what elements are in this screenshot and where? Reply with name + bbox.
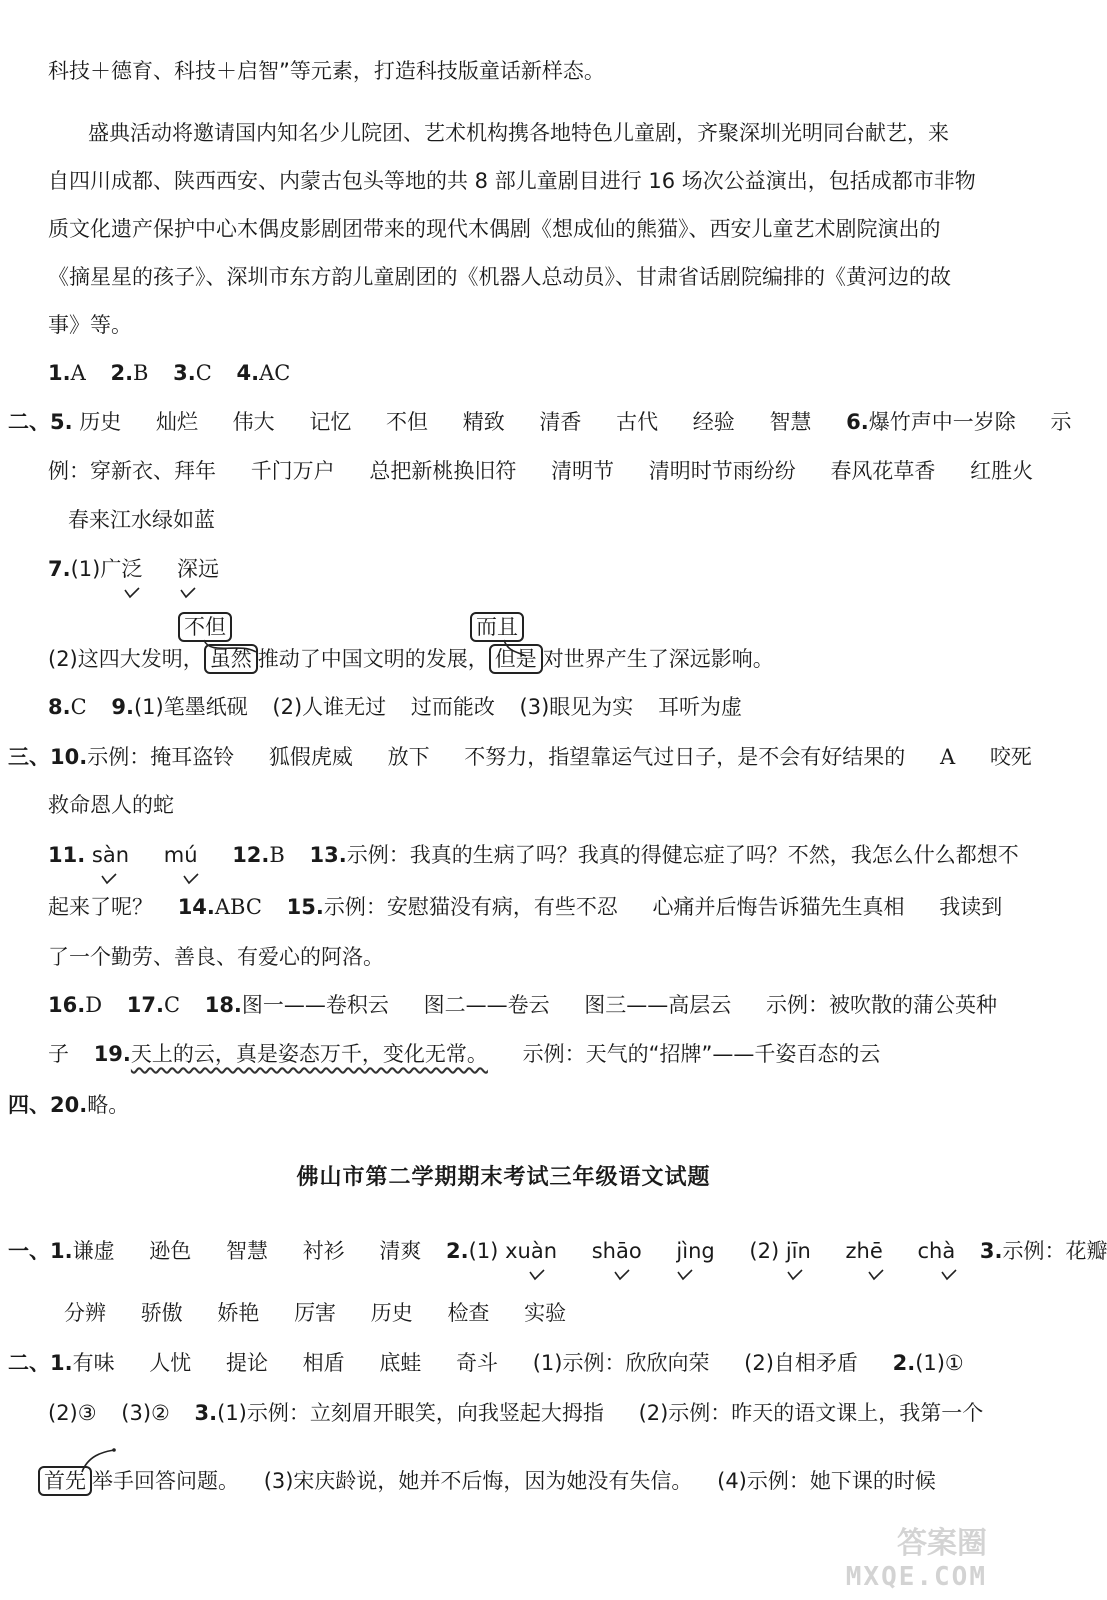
pinyin: m [163, 843, 185, 867]
correction-box: 而且 [470, 612, 524, 642]
answer: 清明时节雨纷纷 [648, 459, 796, 483]
answer-line [48, 456, 1033, 486]
question-number: 5. [50, 410, 73, 434]
answer: A [939, 745, 956, 769]
answer: 厉害 [294, 1301, 337, 1325]
sub-number: (2) [749, 1239, 780, 1263]
answer: B [269, 843, 285, 867]
section-label: 二、 [8, 410, 50, 434]
answer: 例：穿新衣、拜年 [48, 459, 216, 483]
check-mark-icon [941, 1269, 957, 1280]
question-number: 3. [194, 1401, 218, 1425]
tone-mark [531, 1236, 544, 1266]
check-mark-icon [614, 1269, 630, 1280]
question-number: 15. [286, 895, 324, 919]
check-mark-icon [787, 1269, 803, 1280]
pinyin: xu [505, 1239, 531, 1263]
answer: 爆竹声中一岁除 [868, 410, 1016, 434]
answer: A [70, 361, 86, 385]
answer: 灿烂 [155, 410, 198, 434]
check-mark-icon [180, 587, 196, 598]
pinyin: o [628, 1239, 642, 1263]
question-number: 11. [48, 843, 86, 867]
answer-line [38, 1466, 936, 1496]
answer: 有味 [72, 1351, 115, 1375]
watermark-logo [846, 1518, 987, 1592]
answer: (2)③ [48, 1401, 97, 1425]
answer: 不但 [386, 410, 429, 434]
answer: 清香 [539, 410, 582, 434]
answer: 起来了呢？ [48, 895, 153, 919]
answer: B [133, 361, 149, 385]
check-mark-icon [868, 1269, 884, 1280]
pinyin: ú [184, 843, 198, 867]
answer: 经验 [692, 410, 735, 434]
pinyin: s [91, 843, 103, 867]
check-mark-icon [529, 1269, 545, 1280]
answer: 广 [100, 557, 122, 581]
passage-line: 科技＋德育、科技＋启智”等元素，打造科技版童话新样态。 [48, 59, 605, 83]
answer: 逊色 [149, 1239, 192, 1263]
answer: AC [259, 361, 291, 385]
tone-mark [121, 554, 142, 584]
answer: 智慧 [225, 1239, 268, 1263]
question-number: 1. [48, 361, 71, 385]
answer: (2)这四大发明， [48, 647, 204, 671]
answer-line [48, 990, 997, 1020]
sub-number: (1) [468, 1239, 499, 1263]
answer-line [64, 1298, 566, 1328]
answer: C [163, 993, 181, 1017]
answer: (1)笔墨纸砚 [133, 695, 248, 719]
answer: 过而能改 [410, 695, 495, 719]
answer: 示例：被吹散的蒲公英种 [765, 993, 997, 1017]
check-mark-icon [183, 873, 199, 884]
answer-line [48, 892, 1002, 922]
watermark-text: 答案圈 [897, 1526, 987, 1561]
exam-title: 佛山市第二学期期末考试三年级语文试题 [296, 1165, 711, 1190]
question-number: 4. [236, 361, 260, 385]
answer: 图一——卷积云 [241, 993, 389, 1017]
answer: 示例：掩耳盗铃 [87, 745, 235, 769]
answer: 深 [177, 557, 199, 581]
answer: 泛 [121, 557, 143, 581]
pinyin: n [543, 1239, 557, 1263]
answer: 千门万户 [250, 459, 335, 483]
answer: 清明节 [551, 459, 615, 483]
answer: 救命恩人的蛇 [48, 793, 174, 817]
answer: 示例：花瓣 [1002, 1239, 1107, 1263]
answer: (2)自相矛盾 [744, 1351, 858, 1375]
pinyin: ē [869, 1239, 883, 1263]
answer: 不努力，指望靠运气过日子，是不会有好结果的 [464, 745, 906, 769]
passage-line: 自四川成都、陕西西安、内蒙古包头等地的共 8 部儿童剧目进行 16 场次公益演出，包括成都市非物 [48, 169, 976, 193]
answer: 子 [48, 1042, 69, 1066]
answer: 总把新桃换旧符 [369, 459, 517, 483]
question-number: 17. [126, 993, 164, 1017]
boxed-word: 首先 [38, 1466, 92, 1496]
answer: 伟大 [232, 410, 275, 434]
answer: 狐假虎威 [268, 745, 353, 769]
question-number: 8. [48, 695, 71, 719]
correction-box: 不但 [178, 612, 232, 642]
pinyin: ch [917, 1239, 943, 1263]
passage-line: 《摘星星的孩子》、深圳市东方韵儿童剧团的《机器人总动员》、甘肃省话剧院编排的《黄河边的故 [48, 265, 951, 289]
answer: 检查 [447, 1301, 490, 1325]
tone-mark [616, 1236, 629, 1266]
answer: (1)① [915, 1351, 964, 1375]
answer: 衬衫 [302, 1239, 345, 1263]
answer: 底蛙 [379, 1351, 422, 1375]
answer: (1)示例：欣欣向荣 [532, 1351, 710, 1375]
answer: 春来江水绿如蓝 [68, 508, 215, 532]
pinyin: ā [615, 1239, 629, 1263]
answer: (4)示例：她下课的时候 [717, 1469, 936, 1493]
answer: (2)人谁无过 [272, 695, 387, 719]
answer-line [48, 358, 290, 388]
pinyin: ng [688, 1239, 715, 1263]
question-number: 2. [110, 361, 134, 385]
answer: 咬死 [989, 745, 1032, 769]
answer: C [70, 695, 87, 719]
pinyin: à [530, 1239, 544, 1263]
wavy-underlined-sentence: 天上的云，真是姿态万千，变化无常。 [130, 1042, 488, 1066]
check-mark-icon [124, 587, 140, 598]
answer-line [48, 1398, 983, 1428]
tone-mark [184, 840, 197, 870]
tone-mark [682, 1236, 688, 1266]
answer: 历史 [79, 410, 122, 434]
answer-line [8, 1348, 964, 1378]
answer: 放下 [387, 745, 430, 769]
pinyin: à [102, 843, 116, 867]
section-label: 四、 [8, 1093, 50, 1117]
answer-line [8, 1236, 1107, 1266]
answer: C [195, 361, 212, 385]
answer: 春风花草香 [830, 459, 936, 483]
answer: 图二——卷云 [423, 993, 550, 1017]
answer: 我读到 [939, 895, 1003, 919]
answer-line [8, 742, 1032, 772]
question-number: 10. [50, 745, 88, 769]
question-number: 1. [50, 1351, 73, 1375]
question-number: 13. [309, 843, 347, 867]
answer-line [48, 840, 1019, 870]
tone-mark [177, 554, 198, 584]
sub-number: (1) [70, 557, 101, 581]
answer: 历史 [370, 1301, 413, 1325]
answer-line [48, 554, 219, 584]
answer [100, 557, 142, 581]
answer: 示例：我真的生病了吗？我真的得健忘症了吗？不然，我怎么什么都想不 [346, 843, 1019, 867]
answer: 娇艳 [217, 1301, 260, 1325]
boxed-word: 但是 [489, 644, 543, 674]
section-label: 三、 [8, 745, 50, 769]
answer: 远 [198, 557, 220, 581]
answer-line [48, 644, 774, 674]
pinyin: à [942, 1239, 956, 1263]
question-number: 2. [892, 1351, 916, 1375]
pinyin: zh [845, 1239, 870, 1263]
section-label: 一、 [8, 1239, 50, 1263]
passage-line: 事》等。 [48, 313, 132, 337]
pinyin: n [115, 843, 130, 867]
tone-mark [103, 840, 116, 870]
boxed-word: 虽然 [204, 644, 258, 674]
answer: 骄傲 [140, 1301, 183, 1325]
answer-line [8, 407, 1071, 437]
pinyin: j [676, 1239, 683, 1263]
watermark-url: MXQE.COM [845, 1562, 987, 1592]
question-number: 18. [204, 993, 242, 1017]
answer: 智慧 [769, 410, 812, 434]
answer: 奇斗 [456, 1351, 499, 1375]
answer: 了一个勤劳、善良、有爱心的阿洛。 [48, 945, 384, 969]
tone-mark [792, 1236, 798, 1266]
answer: 古代 [616, 410, 659, 434]
answer: 示 [1050, 410, 1072, 434]
pinyin: j [785, 1239, 792, 1263]
answer: 耳听为虚 [657, 695, 742, 719]
question-number: 1. [50, 1239, 73, 1263]
answer: 红胜火 [970, 459, 1034, 483]
tone-mark [870, 1236, 883, 1266]
question-number: 3. [173, 361, 196, 385]
answer: 谦虚 [72, 1239, 115, 1263]
answer: 实验 [524, 1301, 567, 1325]
answer: D [85, 993, 103, 1017]
answer: 记忆 [309, 410, 352, 434]
check-mark-icon [101, 873, 117, 884]
answer: 心痛并后悔告诉猫先生真相 [652, 895, 905, 919]
answer: (3)宋庆龄说，她并不后悔，因为她没有失信。 [263, 1469, 693, 1493]
section-label: 二、 [8, 1351, 50, 1375]
question-number: 7. [48, 557, 71, 581]
passage-line: 盛典活动将邀请国内知名少儿院团、艺术机构携各地特色儿童剧，齐聚深圳光明同台献艺，来 [88, 121, 949, 145]
answer: 示例：安慰猫没有病，有些不忍 [323, 895, 618, 919]
question-number: 19. [93, 1042, 131, 1066]
question-number: 20. [50, 1093, 88, 1117]
answer: 清爽 [379, 1239, 422, 1263]
answer-line [48, 692, 742, 722]
answer: 精致 [462, 410, 505, 434]
pinyin: ì [682, 1239, 689, 1263]
question-number: 16. [48, 993, 86, 1017]
passage-line: 质文化遗产保护中心木偶皮影剧团带来的现代木偶剧《想成仙的熊猫》、西安儿童艺术剧院演出的 [48, 217, 941, 241]
check-mark-icon [677, 1269, 693, 1280]
answer: ABC [214, 895, 262, 919]
answer: (3)眼见为实 [519, 695, 634, 719]
answer: 举手回答问题。 [92, 1469, 239, 1493]
pinyin: ī [791, 1239, 798, 1263]
answer: (3)② [121, 1401, 170, 1425]
pinyin: sh [591, 1239, 616, 1263]
question-number: 12. [232, 843, 270, 867]
answer: 人忧 [149, 1351, 192, 1375]
answer: (2)示例：昨天的语文课上，我第一个 [638, 1401, 984, 1425]
answer-line [8, 1090, 129, 1120]
answer: 分辨 [64, 1301, 106, 1325]
pinyin: n [797, 1239, 811, 1263]
answer: 示例：天气的“招牌”——千姿百态的云 [522, 1042, 881, 1066]
answer: (1)示例：立刻眉开眼笑，向我竖起大拇指 [217, 1401, 604, 1425]
tone-mark [942, 1236, 955, 1266]
answer: 对世界产生了深远影响。 [542, 647, 774, 671]
answer: 提论 [225, 1351, 268, 1375]
answer: 相盾 [302, 1351, 345, 1375]
question-number: 2. [446, 1239, 469, 1263]
answer: 略。 [87, 1093, 130, 1117]
answer: 推动了中国文明的发展， [257, 647, 489, 671]
question-number: 3. [979, 1239, 1003, 1263]
answer: 图三——高层云 [584, 993, 732, 1017]
answer-line [48, 1039, 880, 1069]
question-number: 14. [177, 895, 215, 919]
question-number: 9. [111, 695, 134, 719]
question-number: 6. [846, 410, 869, 434]
